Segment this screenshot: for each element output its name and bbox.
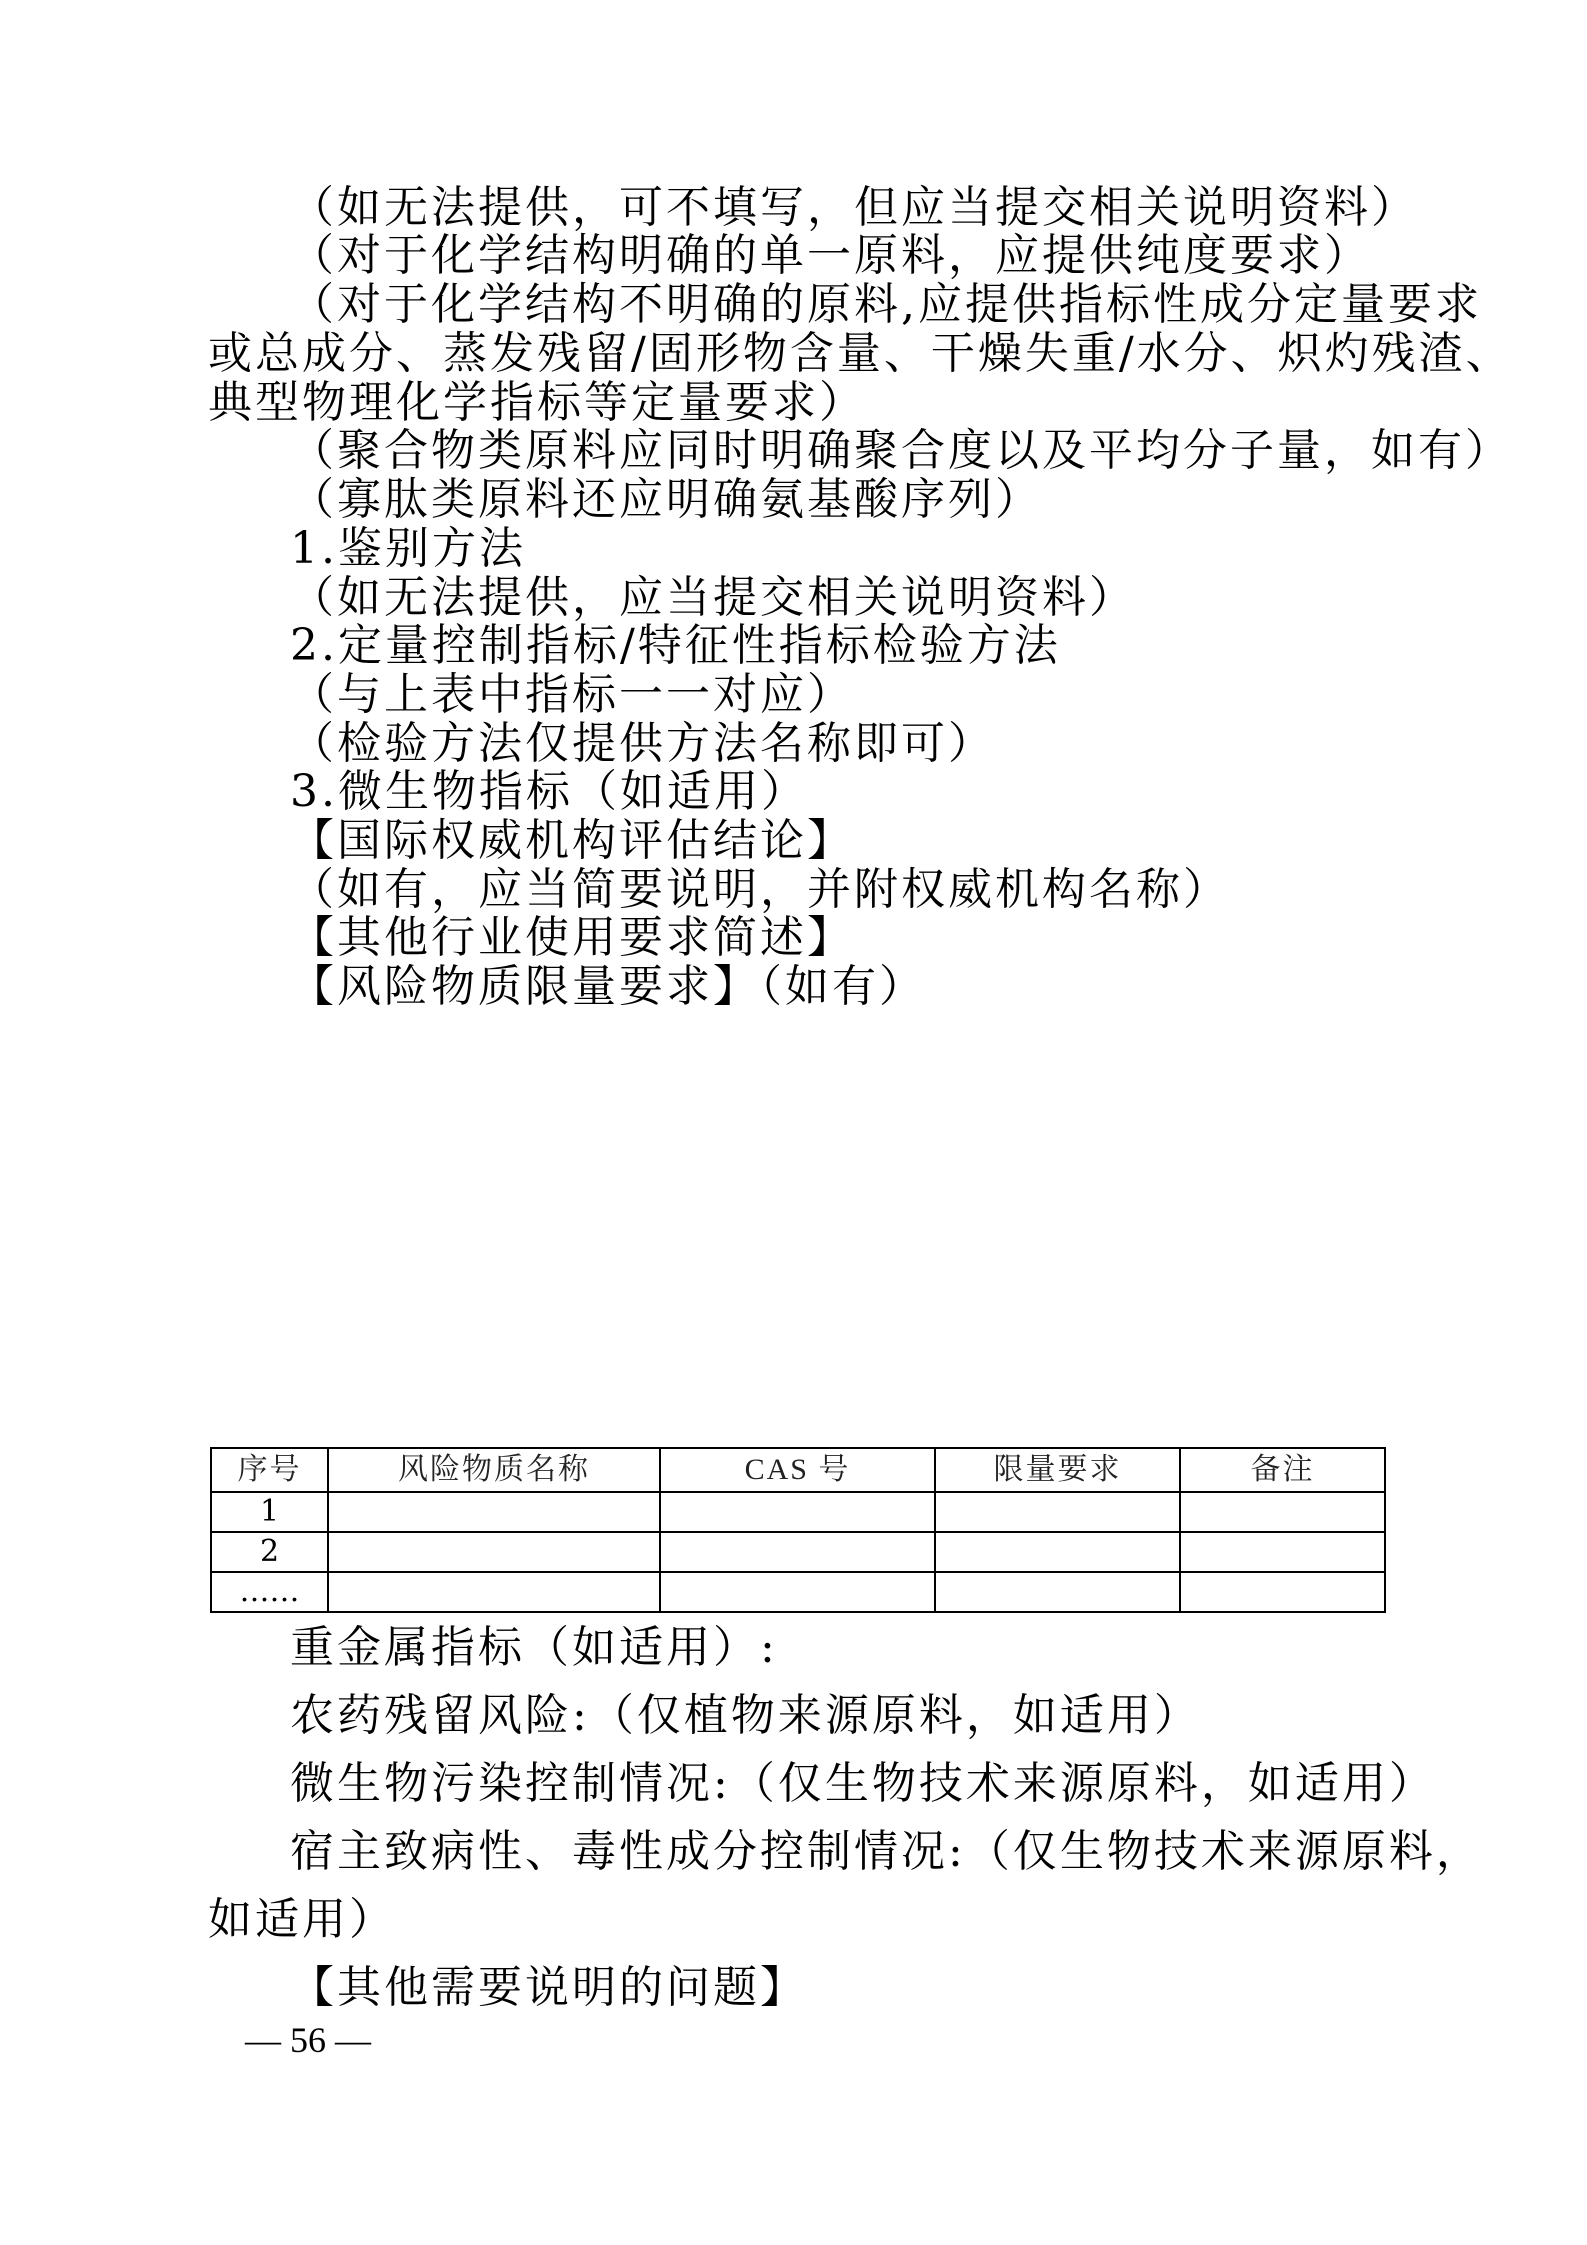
note-polymer: （聚合物类原料应同时明确聚合度以及平均分子量，如有） <box>290 425 1512 476</box>
note-identification: （如无法提供，应当提交相关说明资料） <box>290 572 1136 623</box>
note-one-to-one: （与上表中指标一一对应） <box>290 669 854 720</box>
note-quant-line2: 或总成分、蒸发残留/固形物含量、干燥失重/水分、炽灼残渣、 <box>208 328 1513 379</box>
heading-other-issues: 【其他需要说明的问题】 <box>290 1962 807 2013</box>
host-pathogenicity-line1: 宿主致病性、毒性成分控制情况:（仅生物技术来源原料， <box>290 1826 1483 1877</box>
note-no-provide: （如无法提供，可不填写，但应当提交相关说明资料） <box>290 182 1418 233</box>
page-number: — 56 — <box>245 2020 371 2060</box>
heading-other-industry: 【其他行业使用要求简述】 <box>290 912 854 963</box>
table-cell <box>1180 1572 1385 1612</box>
table-cell <box>660 1492 935 1532</box>
note-quant-line3: 典型物理化学指标等定量要求） <box>208 377 866 428</box>
table-cell <box>328 1572 660 1612</box>
section-test-methods: 2.定量控制指标/特征性指标检验方法 <box>290 620 1061 671</box>
microbial-contamination-control: 微生物污染控制情况:（仅生物技术来源原料，如适用） <box>290 1758 1436 1809</box>
host-pathogenicity-line2: 如适用） <box>208 1894 396 1945</box>
section-microbial: 3.微生物指标（如适用） <box>290 766 808 817</box>
header-limit: 限量要求 <box>935 1448 1180 1492</box>
table-cell <box>935 1492 1180 1532</box>
risk-substance-table <box>210 1447 1386 1613</box>
table-header-row <box>211 1448 1385 1492</box>
table-cell: …… <box>211 1572 328 1612</box>
heading-risk-limits: 【风险物质限量要求】（如有） <box>290 961 926 1012</box>
note-purity: （对于化学结构明确的单一原料，应提供纯度要求） <box>290 230 1371 281</box>
table-row <box>211 1572 1385 1612</box>
note-quant-line1: （对于化学结构不明确的原料,应提供指标性成分定量要求 <box>290 279 1482 330</box>
heavy-metal-indicator: 重金属指标（如适用）: <box>290 1622 778 1673</box>
pesticide-residue-risk: 农药残留风险:（仅植物来源原料，如适用） <box>290 1690 1201 1741</box>
header-serial: 序号 <box>211 1448 328 1492</box>
table-row <box>211 1492 1385 1532</box>
note-peptide: （寡肽类原料还应明确氨基酸序列） <box>290 474 1042 525</box>
table-cell <box>935 1532 1180 1572</box>
table-cell <box>1180 1532 1385 1572</box>
note-assessment: （如有，应当简要说明，并附权威机构名称） <box>290 864 1230 915</box>
table-cell: 1 <box>211 1492 328 1532</box>
header-substance-name: 风险物质名称 <box>328 1448 660 1492</box>
heading-international-assessment: 【国际权威机构评估结论】 <box>290 815 854 866</box>
table-cell <box>935 1572 1180 1612</box>
table-cell <box>660 1532 935 1572</box>
note-method-name: （检验方法仅提供方法名称即可） <box>290 718 995 769</box>
table-cell <box>328 1492 660 1532</box>
table-cell <box>328 1532 660 1572</box>
section-identification: 1.鉴别方法 <box>290 523 526 574</box>
table-cell <box>1180 1492 1385 1532</box>
header-cas: CAS 号 <box>660 1448 935 1492</box>
table-row <box>211 1532 1385 1572</box>
table-cell: 2 <box>211 1532 328 1572</box>
header-remarks: 备注 <box>1180 1448 1385 1492</box>
table-cell <box>660 1572 935 1612</box>
